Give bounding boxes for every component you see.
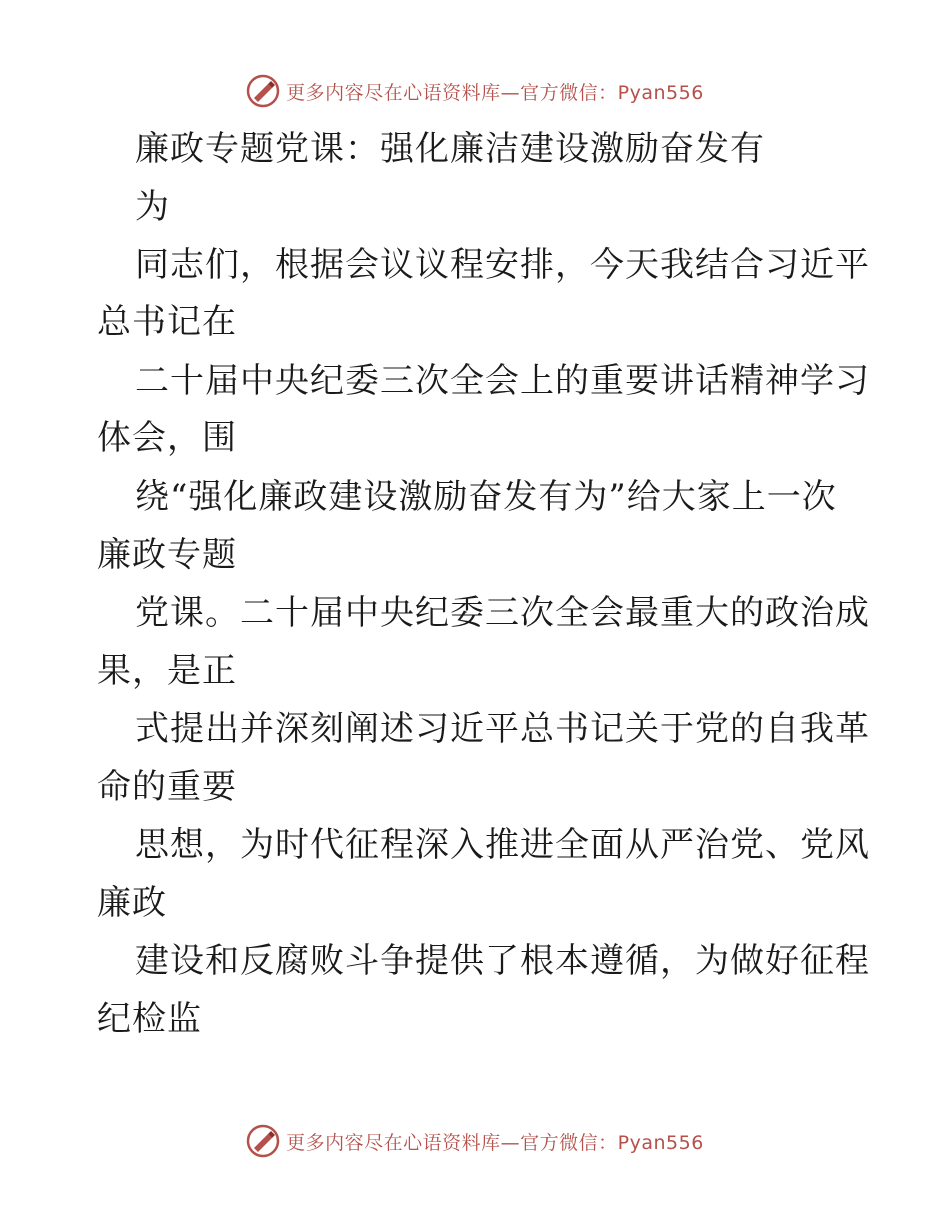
paragraph-line: 廉政专题 <box>97 535 237 575</box>
paragraph-line: 纪检监 <box>97 999 202 1039</box>
paragraph-line: 体会，围 <box>97 418 237 458</box>
watermark-text: 更多内容尽在心语资料库—官方微信：Pyan556 <box>286 81 704 104</box>
paragraph-line: 命的重要 <box>97 767 237 807</box>
document-title-line-1: 廉政专题党课：强化廉洁建设激励奋发有 <box>135 129 765 169</box>
paragraph-line: 建设和反腐败斗争提供了根本遵循，为做好征程 <box>135 941 870 981</box>
watermark-text: 更多内容尽在心语资料库—官方微信：Pyan556 <box>286 1131 704 1154</box>
footer-watermark <box>0 1121 950 1161</box>
document-title-line-2: 为 <box>135 187 170 227</box>
paragraph-line: 绕“强化廉政建设激励奋发有为”给大家上一次 <box>135 477 837 517</box>
paragraph-line: 党课。二十届中央纪委三次全会最重大的政治成 <box>135 593 870 633</box>
paragraph-line: 思想，为时代征程深入推进全面从严治党、党风 <box>135 825 870 865</box>
paragraph-line: 式提出并深刻阐述习近平总书记关于党的自我革 <box>135 709 870 749</box>
paragraph-line: 果，是正 <box>97 651 237 691</box>
paragraph-line: 二十届中央纪委三次全会上的重要讲话精神学习 <box>135 361 870 401</box>
pen-logo-icon <box>246 74 280 108</box>
paragraph-line: 廉政 <box>97 883 167 923</box>
header-watermark <box>0 71 950 111</box>
pen-logo-icon <box>246 1124 280 1158</box>
paragraph-line: 同志们，根据会议议程安排，今天我结合习近平 <box>135 245 870 285</box>
paragraph-line: 总书记在 <box>97 302 237 342</box>
